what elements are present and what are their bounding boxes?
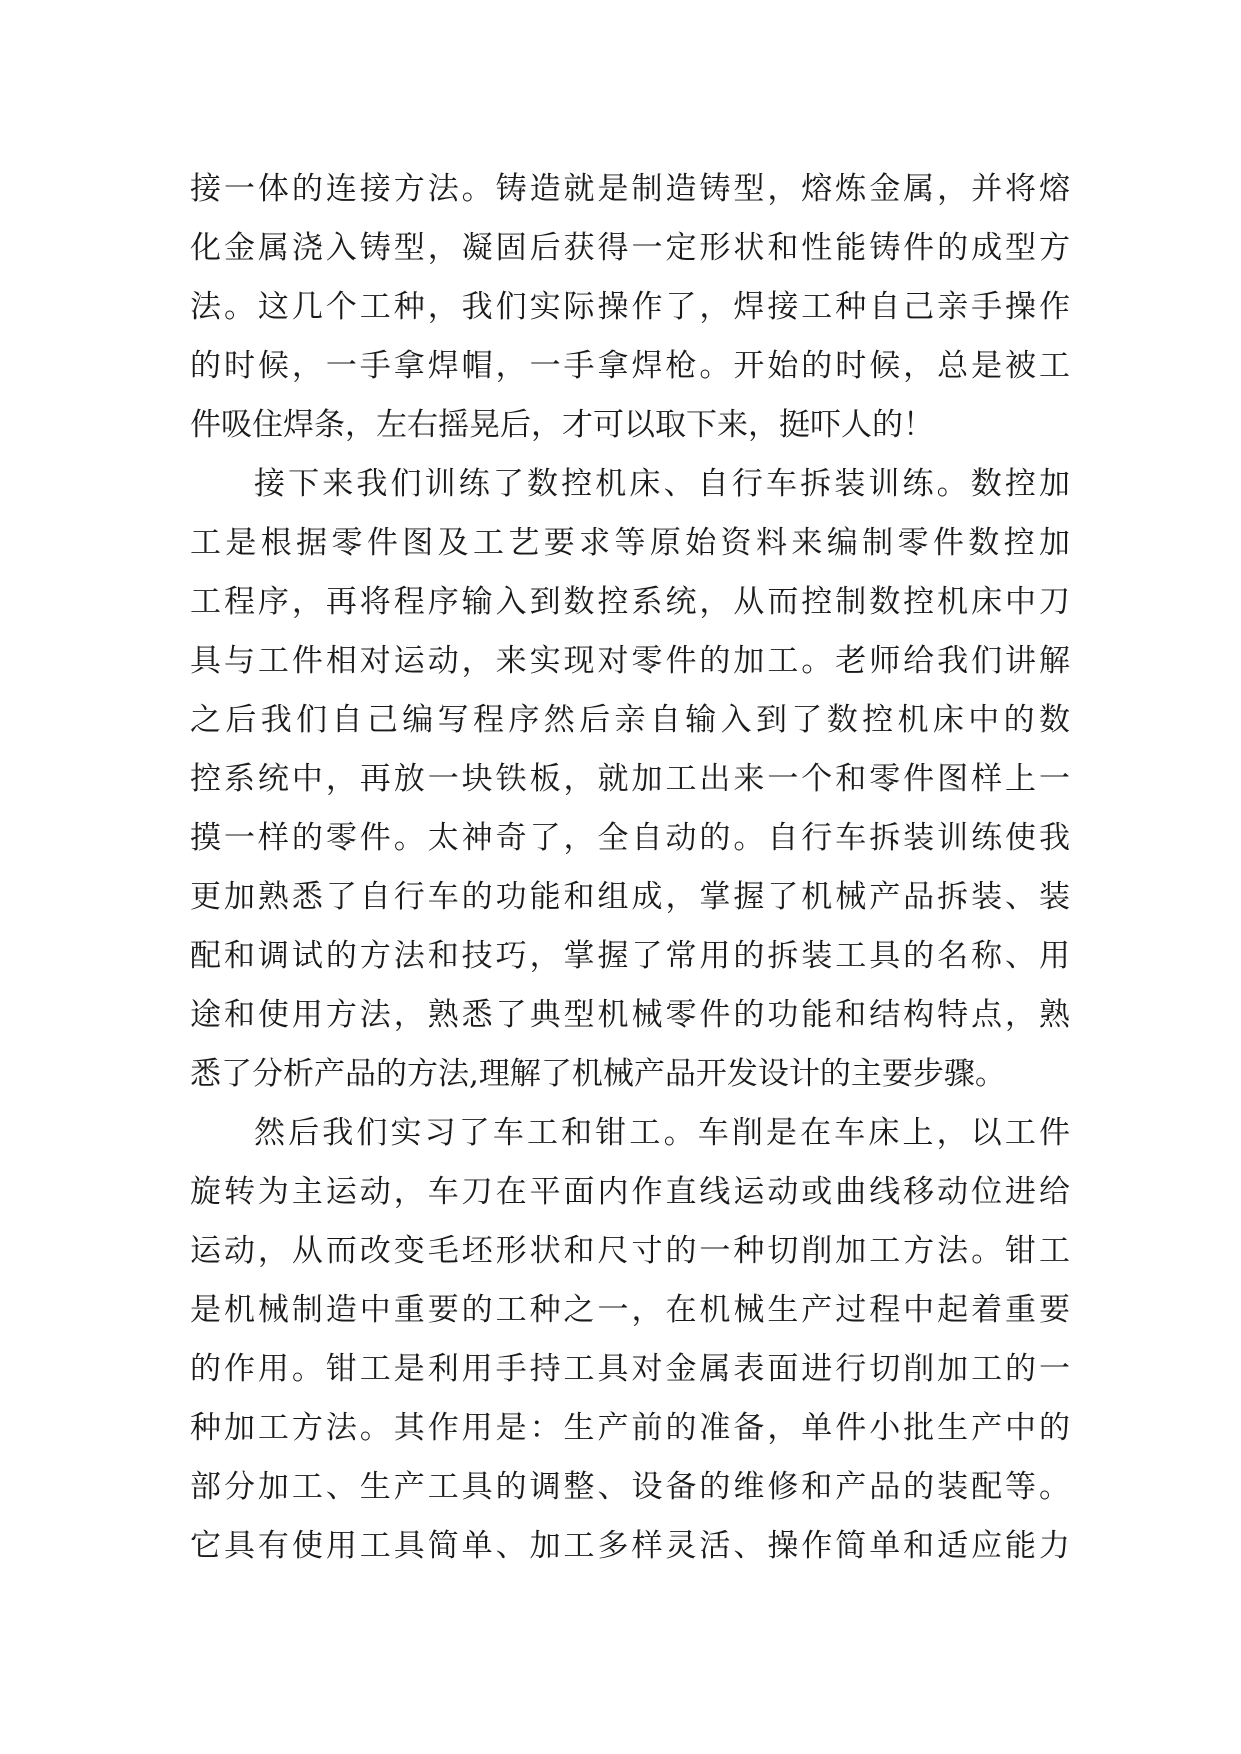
text-line: 控系统中，再放一块铁板，就加工出来一个和零件图样上一 bbox=[190, 761, 1070, 797]
body-text bbox=[190, 160, 1070, 1576]
text-line: 的作用。钳工是利用手持工具对金属表面进行切削加工的一 bbox=[190, 1351, 1070, 1387]
text-line: 种加工方法。其作用是：生产前的准备，单件小批生产中的 bbox=[190, 1410, 1070, 1446]
text-line: 接下来我们训练了数控机床、自行车拆装训练。数控加 bbox=[254, 466, 1070, 502]
text-line: 法。这几个工种，我们实际操作了，焊接工种自己亲手操作 bbox=[190, 289, 1070, 325]
text-line: 具与工件相对运动，来实现对零件的加工。老师给我们讲解 bbox=[190, 643, 1070, 679]
text-line: 更加熟悉了自行车的功能和组成，掌握了机械产品拆装、装 bbox=[190, 879, 1070, 915]
text-line: 途和使用方法，熟悉了典型机械零件的功能和结构特点，熟 bbox=[190, 997, 1070, 1033]
text-line: 悉了分析产品的方法,理解了机械产品开发设计的主要步骤。 bbox=[190, 1056, 1006, 1092]
text-line: 旋转为主运动，车刀在平面内作直线运动或曲线移动位进给 bbox=[190, 1174, 1070, 1210]
text-line: 它具有使用工具简单、加工多样灵活、操作简单和适应能力 bbox=[190, 1528, 1070, 1564]
text-line: 之后我们自己编写程序然后亲自输入到了数控机床中的数 bbox=[190, 702, 1070, 738]
text-line: 化金属浇入铸型，凝固后获得一定形状和性能铸件的成型方 bbox=[190, 230, 1070, 266]
text-line: 配和调试的方法和技巧，掌握了常用的拆装工具的名称、用 bbox=[190, 938, 1070, 974]
text-line: 件吸住焊条，左右摇晃后，才可以取下来，挺吓人的！ bbox=[190, 407, 934, 443]
text-line: 然后我们实习了车工和钳工。车削是在车床上，以工件 bbox=[254, 1115, 1070, 1151]
text-line: 工是根据零件图及工艺要求等原始资料来编制零件数控加 bbox=[190, 525, 1070, 561]
text-line: 是机械制造中重要的工种之一，在机械生产过程中起着重要 bbox=[190, 1292, 1070, 1328]
text-line: 部分加工、生产工具的调整、设备的维修和产品的装配等。 bbox=[190, 1469, 1070, 1505]
text-line: 接一体的连接方法。铸造就是制造铸型，熔炼金属，并将熔 bbox=[190, 171, 1070, 207]
text-line: 摸一样的零件。太神奇了，全自动的。自行车拆装训练使我 bbox=[190, 820, 1070, 856]
text-line: 工程序，再将程序输入到数控系统，从而控制数控机床中刀 bbox=[190, 584, 1070, 620]
text-line: 运动，从而改变毛坯形状和尺寸的一种切削加工方法。钳工 bbox=[190, 1233, 1070, 1269]
text-line: 的时候，一手拿焊帽，一手拿焊枪。开始的时候，总是被工 bbox=[190, 348, 1070, 384]
